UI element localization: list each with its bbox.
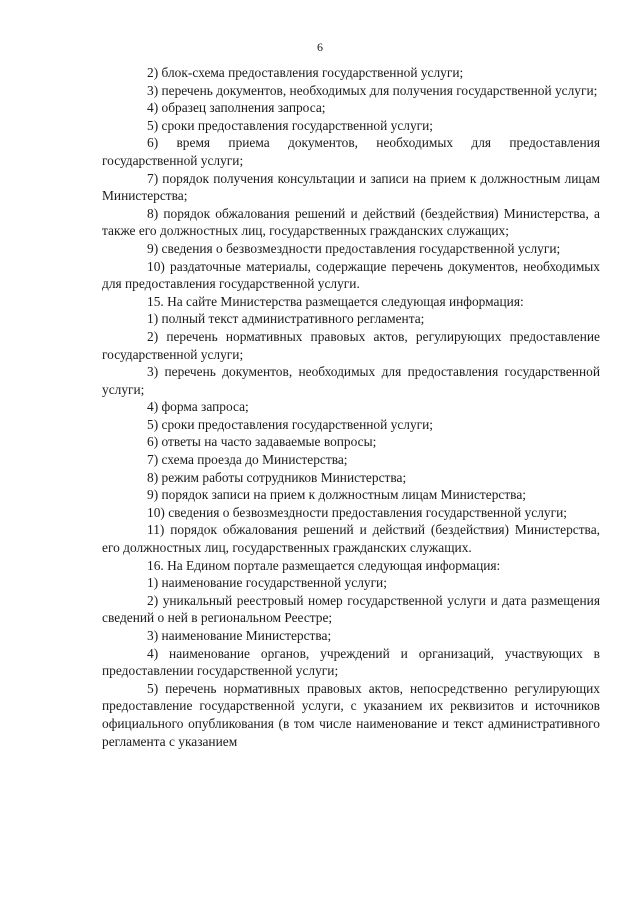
paragraph: 1) полный текст административного регламента;: [147, 311, 425, 327]
paragraph: 6) время приема документов, необходимых для предоставления государственной услуги;: [102, 135, 600, 168]
paragraph: 10) раздаточные материалы, содержащие перечень документов, необходимых для предоставления государственной услуги.: [102, 258, 600, 292]
paragraph: 9) порядок записи на прием к должностным лицам Министерства;: [147, 487, 526, 503]
paragraph: 7) порядок получения консультации и записи на прием к должностным лицам Министерства;: [102, 170, 600, 204]
paragraph: 3) перечень документов, необходимых для получения государственной услуги;: [147, 82, 598, 98]
page-number: 6: [317, 40, 323, 54]
section-heading: 15. На сайте Министерства размещается следующая информация:: [147, 293, 524, 309]
paragraph: 7) схема проезда до Министерства;: [147, 452, 348, 468]
paragraph: 2) перечень нормативных правовых актов, регулирующих предоставление государственной услуги;: [102, 328, 600, 362]
paragraph: 8) порядок обжалования решений и действий (бездействия) Министерства, а также его должностных лиц, государственных гражданских служащих;: [102, 205, 600, 239]
paragraph: 3) перечень документов, необходимых для предоставления государственной услуги;: [102, 364, 600, 397]
paragraph: 3) наименование Министерства;: [147, 628, 332, 643]
paragraph: 5) сроки предоставления государственной услуги;: [147, 117, 434, 133]
section-heading: 16. На Едином портале размещается следующая информация:: [147, 557, 501, 573]
paragraph: 4) образец заполнения запроса;: [147, 100, 326, 116]
paragraph: 5) сроки предоставления государственной услуги;: [147, 416, 434, 432]
paragraph: 6) ответы на часто задаваемые вопросы;: [147, 434, 377, 450]
paragraph: 1) наименование государственной услуги;: [147, 575, 387, 591]
paragraph: 10) сведения о безвозмездности предоставления государственной услуги;: [147, 504, 567, 520]
paragraph: 11) порядок обжалования решений и действий (бездействия) Министерства, его должностных лиц, государственных гражданских служащих.: [102, 522, 600, 556]
paragraph: 8) режим работы сотрудников Министерства;: [147, 469, 407, 485]
paragraph: 2) блок-схема предоставления государственной услуги;: [147, 65, 464, 80]
paragraph: 5) перечень нормативных правовых актов, непосредственно регулирующих предоставление государственной услуги, с указанием их реквизитов и источников официального опубликования (в том числе наименование и текст административного регламента с указанием: [102, 680, 600, 749]
paragraph: 4) форма запроса;: [147, 399, 249, 415]
paragraph: 9) сведения о безвозмездности предоставления государственной услуги;: [147, 240, 561, 256]
paragraph: 2) уникальный реестровый номер государственной услуги и дата размещения сведений о ней в региональном Реестре;: [102, 592, 600, 626]
document-body: [102, 64, 600, 750]
paragraph: 4) наименование органов, учреждений и организаций, участвующих в предоставлении государственной услуги;: [102, 645, 600, 679]
